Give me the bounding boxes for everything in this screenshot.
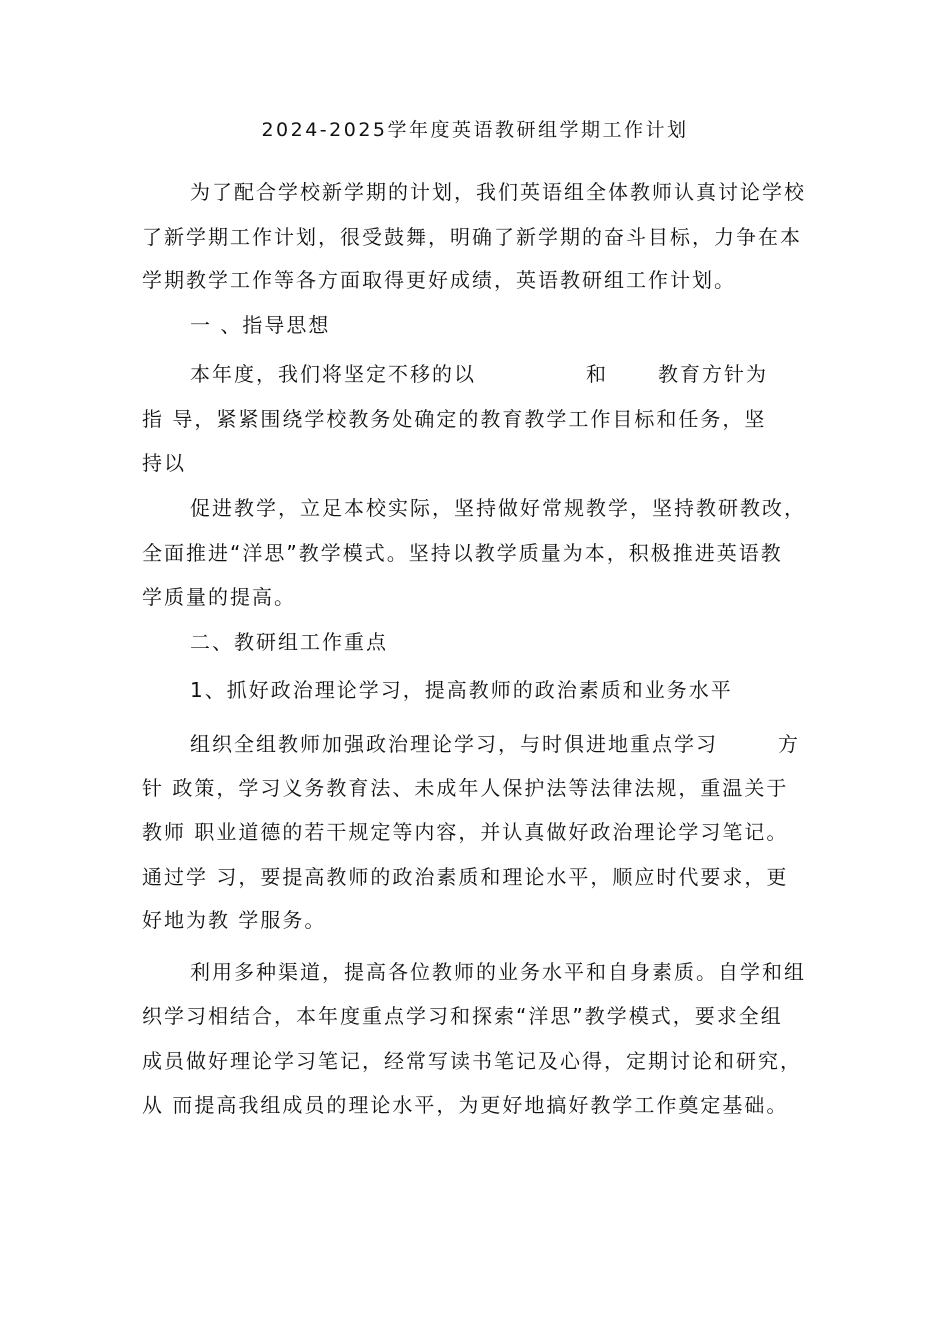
section-heading: 二、教研组工作重点: [190, 630, 388, 654]
paragraph-line: 成员做好理论学习笔记，经常写读书笔记及心得，定期讨论和研究，: [142, 1049, 802, 1073]
paragraph-line: 利用多种渠道，提高各位教师的业务水平和自身素质。自学和组: [190, 960, 806, 984]
paragraph-line: 全面推进“洋思”教学模式。坚持以教学质量为本，积极推进英语教: [142, 541, 783, 565]
paragraph-line: [190, 362, 768, 386]
paragraph-line: 持以: [142, 451, 186, 475]
subsection-heading: 1、抓好政治理论学习，提高教师的政治素质和业务水平: [190, 678, 733, 702]
paragraph-line: 从 而提高我组成员的理论水平，为更好地搞好教学工作奠定基础。: [142, 1093, 789, 1117]
section-heading: 一 、指导思想: [190, 313, 331, 337]
paragraph-segment: 教育方针为: [658, 362, 768, 386]
paragraph-line: 针 政策，学习义务教育法、未成年人保护法等法律法规，重温关于: [142, 776, 789, 800]
paragraph-line: 指 导，紧紧围绕学校教务处确定的教育教学工作目标和任务，坚: [142, 407, 767, 431]
paragraph-segment: 和: [586, 362, 608, 386]
paragraph-line: 促进教学，立足本校实际，坚持做好常规教学，坚持教研教改，: [190, 496, 806, 520]
paragraph-line: 了新学期工作计划，很受鼓舞，明确了新学期的奋斗目标，力争在本: [142, 225, 802, 249]
document-title: 2024-2025学年度英语教研组学期工作计划: [261, 119, 689, 141]
paragraph-line: 教师 职业道德的若干规定等内容，并认真做好政治理论学习笔记。: [142, 820, 789, 844]
paragraph-segment: 方: [778, 732, 800, 756]
paragraph-line: [190, 732, 800, 756]
paragraph-line: 为了配合学校新学期的计划，我们英语组全体教师认真讨论学校: [190, 180, 806, 204]
paragraph-line: 学质量的提高。: [142, 585, 296, 609]
paragraph-segment: 本年度，我们将坚定不移的以: [190, 362, 476, 386]
paragraph-line: 好地为教 学服务。: [142, 908, 327, 932]
paragraph-line: 织学习相结合，本年度重点学习和探索“洋思”教学模式，要求全组: [142, 1004, 783, 1028]
paragraph-line: 学期教学工作等各方面取得更好成绩，英语教研组工作计划。: [142, 268, 736, 292]
paragraph-segment: 组织全组教师加强政治理论学习，与时俱进地重点学习: [190, 732, 718, 756]
paragraph-line: 通过学 习，要提高教师的政治素质和理论水平，顺应时代要求，更: [142, 865, 789, 889]
